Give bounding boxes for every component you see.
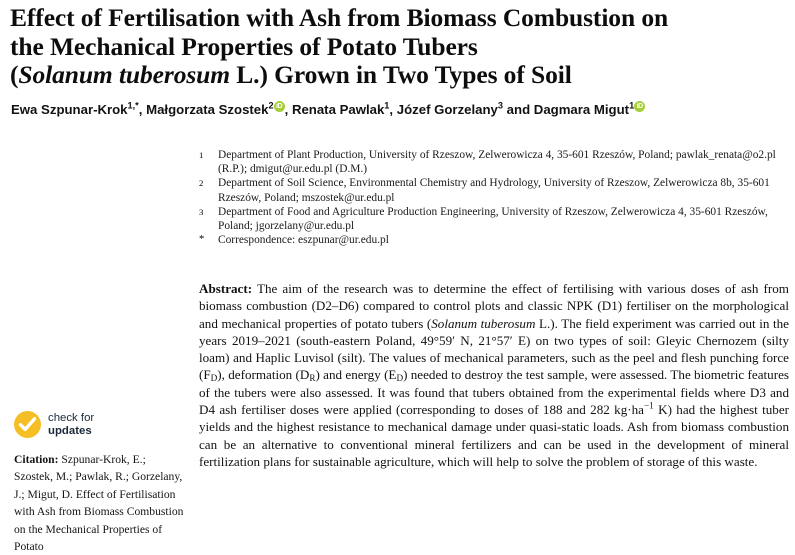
abstract-label: Abstract: xyxy=(199,281,253,296)
affiliation-marker-text: 3 xyxy=(199,206,204,217)
affiliation-row xyxy=(199,176,789,204)
author-name: Ewa Szpunar-Krok xyxy=(11,102,128,117)
affiliation-text: Department of Plant Production, University of Rzeszow, Zelwerowicza 4, 35-601 Rzeszów, Poland; pawlak_renata@o2.pl (R.P.); dmigut@ur.edu.pl (D.M.) xyxy=(218,149,776,176)
citation-block xyxy=(14,451,186,555)
abstract-text-part-1: The aim of the research was to determine the effect of fertilising with various doses of ash from biomass combustion (D2–D6) compared to control plots and classic NPK (D1) fertiliser on the morphological and mechanical properties of potato tubers ( xyxy=(199,281,789,331)
sidebar xyxy=(14,411,186,555)
author-affiliation-marker: 1 xyxy=(629,100,635,111)
page-title xyxy=(10,4,780,90)
correspondence-marker: * xyxy=(199,234,205,246)
citation-text: Szpunar-Krok, E.; Szostek, M.; Pawlak, R.; Gorzelany, J.; Migut, D. Effect of Fertilisation with Ash from Biomass Combustion on the Mechanical Properties of Potato xyxy=(14,453,184,554)
affiliation-marker xyxy=(199,148,218,168)
check-circle-icon xyxy=(14,411,41,438)
abstract-text-part-2: L.). The field experiment was carried out in the years 2019–2021 (south-eastern Poland, 49°59′ N, 21°57′ E) on two types of soil: Gleyic Chernozem (silty loam) and Haplic Luvisol (silt). The values of mechanical parameters, such as the peel and flesh punching force (F xyxy=(199,315,789,383)
check-for-updates-label xyxy=(48,412,94,437)
affiliation-row xyxy=(199,205,789,233)
correspondence-text: Correspondence: eszpunar@ur.edu.pl xyxy=(218,234,389,247)
abstract-subscript-ed: D xyxy=(396,373,404,384)
affiliation-marker xyxy=(199,176,218,196)
author-affiliation-marker: 1,* xyxy=(127,100,139,111)
author-separator: , xyxy=(284,102,292,117)
author-affiliation-marker: 3 xyxy=(497,100,504,111)
abstract-species-name: Solanum tuberosum xyxy=(431,315,536,331)
title-line-3-prefix: ( xyxy=(10,60,19,89)
affiliation-row xyxy=(199,148,789,176)
abstract-text-part-6: K) had the highest tuber yields and the highest resistance to mechanical damage under quasi-static loads. Ash from biomass combustion can be an alternative to conventional mineral fertilizers and can be used in the development of mineral fertilization plans for sustainable agriculture, which will help to solve the problem of storage of this waste. xyxy=(199,402,789,469)
affiliation-text: Department of Soil Science, Environmental Chemistry and Hydrology, University of Rzeszow, Zelwerowicza 8b, 35-601 Rzeszów, Poland; mszostek@ur.edu.pl xyxy=(218,177,770,204)
title-block xyxy=(10,4,780,90)
title-species-name: Solanum tuberosum xyxy=(18,60,230,89)
author-entry[interactable] xyxy=(397,102,503,117)
author-separator: , xyxy=(389,102,397,117)
author-name: Małgorzata Szostek xyxy=(146,102,269,117)
affiliations-block xyxy=(199,148,789,247)
author-entry[interactable] xyxy=(146,102,285,117)
author-entry[interactable] xyxy=(11,102,139,117)
orcid-icon[interactable] xyxy=(274,101,285,112)
affiliation-marker xyxy=(199,205,218,225)
author-separator: and xyxy=(503,102,534,117)
affiliation-text: Department of Food and Agriculture Production Engineering, University of Rzeszow, Zelwerowicza 4, 35-601 Rzeszów, Poland; jgorzelany@ur.edu.pl xyxy=(218,205,768,233)
authors-line xyxy=(11,101,786,118)
author-affiliation-marker: 1 xyxy=(384,100,390,111)
check-for-updates-badge[interactable] xyxy=(14,411,186,438)
title-line-3-suffix: L.) Grown in Two Types of Soil xyxy=(230,60,572,89)
citation-label: Citation: xyxy=(14,453,59,466)
author-affiliation-marker: 2 xyxy=(268,100,274,111)
abstract-block xyxy=(199,280,789,470)
badge-line-2: updates xyxy=(48,424,92,437)
abstract-text-part-5: ) needed to destroy the test sample, were assessed. The biometric features of the tubers were also assessed. It was found that tubers obtained from the experimental fields where D3 and D4 ash fertiliser doses were applied (corresponding to doses of 188 and 282 kg·ha xyxy=(199,367,789,418)
orcid-icon[interactable] xyxy=(634,101,645,112)
correspondence-row xyxy=(199,233,789,247)
author-separator: , xyxy=(138,102,147,117)
author-entry[interactable] xyxy=(534,102,645,117)
affiliation-marker-text: 2 xyxy=(199,178,204,189)
author-name: Renata Pawlak xyxy=(291,102,385,117)
author-name: Dagmara Migut xyxy=(533,102,630,117)
author-entry[interactable] xyxy=(292,102,389,117)
title-line-1: Effect of Fertilisation with Ash from Biomass Combustion on xyxy=(10,3,669,32)
abstract-text-part-4: ) and energy (E xyxy=(315,367,397,383)
abstract-subscript-dr: R xyxy=(309,373,316,384)
abstract-text-part-3: ), deformation (D xyxy=(217,367,310,383)
badge-line-1: check for xyxy=(48,411,95,424)
abstract-superscript-exponent: −1 xyxy=(643,400,654,411)
title-line-2: the Mechanical Properties of Potato Tubers xyxy=(10,31,478,61)
abstract-subscript-fd: D xyxy=(210,373,218,384)
author-name: Józef Gorzelany xyxy=(396,102,498,117)
affiliation-marker-text: 1 xyxy=(199,150,204,160)
